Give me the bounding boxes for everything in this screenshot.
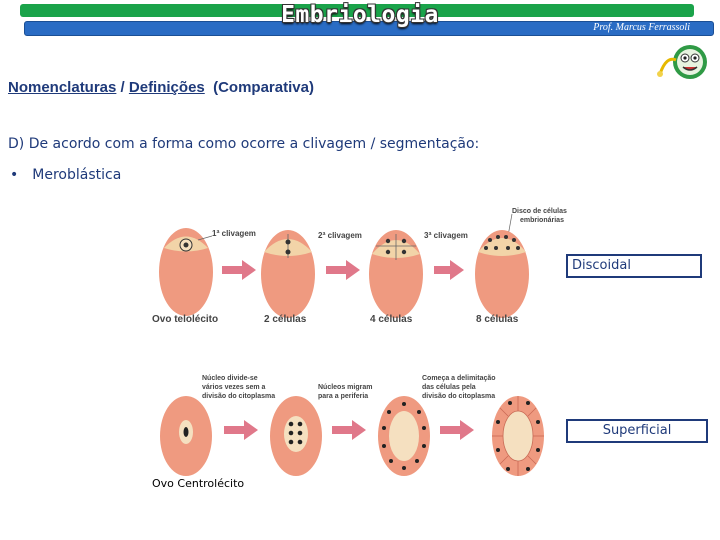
note3-line1: Começa a delimitação [422, 375, 496, 382]
nucleus-3c [386, 250, 390, 254]
nucleus-2b [286, 250, 291, 255]
label-discoidal-text: Discoidal [572, 258, 631, 273]
nuc-b3-2 [417, 410, 421, 414]
nuc-b2-4 [298, 431, 303, 436]
bullet-text: Meroblástica [32, 167, 122, 183]
yolk-b2 [284, 416, 308, 452]
arrow-b3 [440, 420, 474, 440]
nucleus-dot-1 [184, 243, 189, 248]
arrow-1 [222, 260, 256, 280]
label-4-cells: 4 células [370, 314, 413, 325]
mascot-logo [652, 36, 712, 84]
label-disc-line2: embrionárias [520, 217, 564, 224]
nucleus-2a [286, 240, 291, 245]
note3-line3: divisão do citoplasma [422, 393, 496, 400]
note3-line2: das células pela [422, 384, 476, 391]
note2-line2: para a periferia [318, 393, 369, 400]
author-name: Prof. Marcus Ferrassoli [593, 22, 690, 33]
label-8-cells: 8 células [476, 314, 519, 325]
nuc-b4-7 [496, 448, 500, 452]
nuc-b4-3 [536, 420, 540, 424]
section-text: D) De acordo com a forma como ocorre a clivagem / segmentação: [8, 136, 480, 152]
nuc-b3-10 [387, 410, 391, 414]
nucleus-3d [402, 250, 406, 254]
nuc-b4-4 [536, 448, 540, 452]
note2-line1: Núcleos migram [318, 384, 373, 391]
nucleus-4h [516, 246, 520, 250]
bullet-item [10, 167, 121, 183]
nuc-b3-5 [415, 459, 419, 463]
label-step1: 1ª clivagem [212, 229, 256, 238]
nuc-b2-1 [289, 422, 294, 427]
yolk-b4 [503, 411, 533, 461]
nuc-b2-2 [298, 422, 303, 427]
nuc-b3-6 [402, 466, 406, 470]
heading-comparativa: (Comparativa) [213, 79, 314, 96]
page-heading [8, 79, 314, 96]
nucleus-4d [512, 238, 516, 242]
nuc-b3-1 [402, 402, 406, 406]
nuc-b4-6 [506, 467, 510, 471]
nuc-b3-7 [389, 459, 393, 463]
label-egg-telolecito: Ovo telolécito [152, 314, 219, 325]
note1-line3: divisão do citoplasma [202, 393, 276, 400]
arrow-b2 [332, 420, 366, 440]
yolk-b3 [389, 411, 419, 461]
heading-nomenclaturas: Nomenclaturas [8, 79, 117, 96]
arrow-3 [434, 260, 464, 280]
heading-definicoes: Definições [128, 79, 205, 96]
nuc-b4-2 [526, 401, 530, 405]
label-discoidal [566, 254, 702, 278]
nuc-b4-5 [526, 467, 530, 471]
nuc-b2-3 [289, 431, 294, 436]
label-2-cells: 2 células [264, 314, 307, 325]
nuc-b4-8 [496, 420, 500, 424]
nucleus-4c [504, 235, 508, 239]
nucleus-4b [496, 235, 500, 239]
arrow-b1 [224, 420, 258, 440]
nucleus-3a [386, 239, 390, 243]
central-nucleus-dot [184, 427, 189, 437]
note1-line2: vários vezes sem a [202, 384, 266, 391]
slide-title: Embriologia [281, 2, 439, 28]
heading-separator: / [116, 79, 129, 96]
nuc-b2-6 [298, 440, 303, 445]
note1-line1: Núcleo divide-se [202, 375, 258, 382]
nuc-b3-3 [422, 426, 426, 430]
cleavage-figure [140, 200, 570, 500]
label-step3: 3ª clivagem [424, 231, 468, 240]
label-disc-line1: Disco de células [512, 208, 567, 215]
bullet-symbol: • [10, 167, 19, 183]
nucleus-3b [402, 239, 406, 243]
label-superficial-text: Superficial [602, 423, 672, 438]
nucleus-4a [488, 238, 492, 242]
nucleus-4e [484, 246, 488, 250]
nuc-b4-1 [508, 401, 512, 405]
nucleus-4g [506, 246, 510, 250]
nuc-b3-8 [382, 444, 386, 448]
label-superficial [566, 419, 708, 443]
nuc-b3-9 [382, 426, 386, 430]
nuc-b2-5 [289, 440, 294, 445]
arrow-2 [326, 260, 360, 280]
nucleus-4f [494, 246, 498, 250]
label-centrolecito: Ovo Centrolécito [152, 477, 245, 490]
label-step2: 2ª clivagem [318, 231, 362, 240]
nuc-b3-4 [422, 444, 426, 448]
